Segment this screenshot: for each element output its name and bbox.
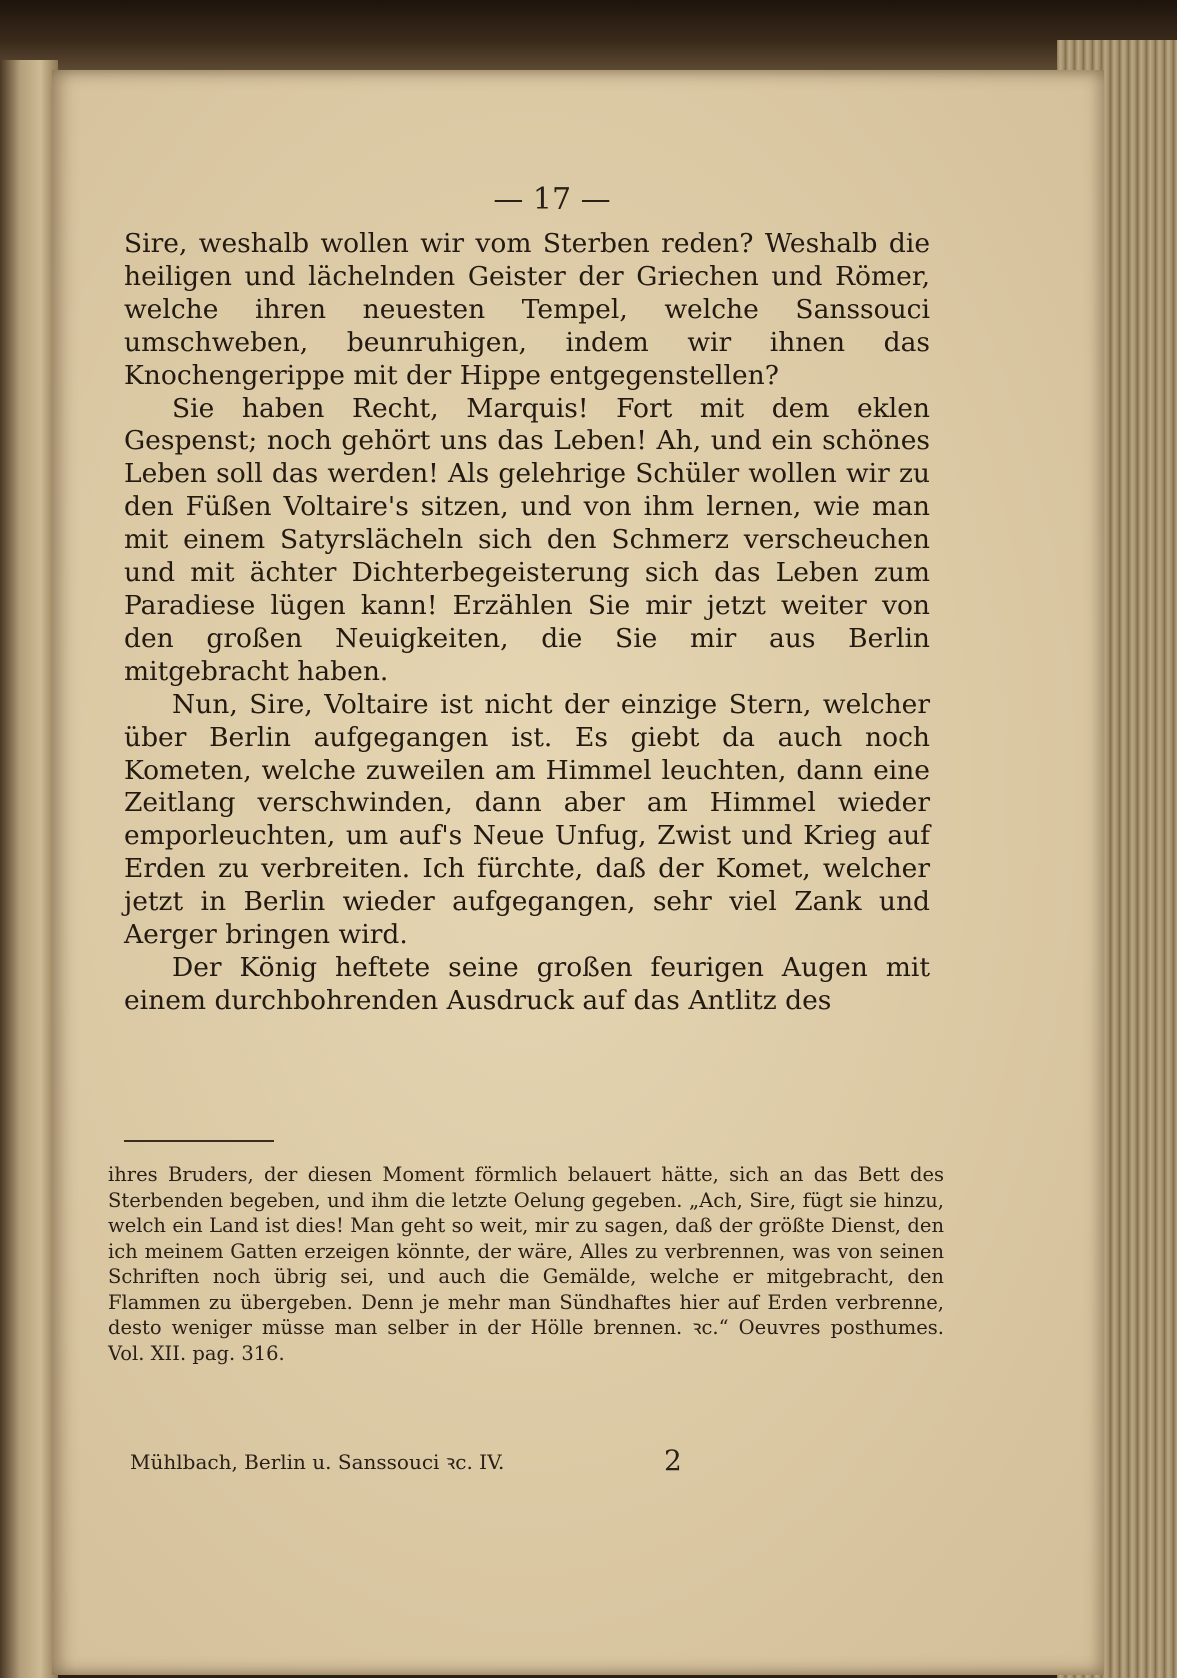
paragraph: Sire, weshalb wollen wir vom Sterben reden? Weshalb die heiligen und lächelnden Geister der Griechen und Römer, welche ihren neuesten Tempel, welche Sanssouci umschweben, beunruhigen, indem wir ihnen das Knochengerippe mit der Hippe entgegenstellen? — [124, 228, 930, 391]
paragraph: Der König heftete seine großen feurigen Augen mit einem durchbohrenden Ausdruck auf das Antlitz des — [124, 951, 930, 1016]
page-number: — 17 — — [493, 182, 611, 217]
footnote-divider — [124, 1140, 274, 1142]
book-page — [52, 70, 1104, 1675]
sheet-number: 2 — [664, 1444, 682, 1477]
signature-line: Mühlbach, Berlin u. Sanssouci ꝛc. IV. — [130, 1450, 505, 1474]
footnote: ihres Bruders, der diesen Moment förmlich belauert hätte, sich an das Bett des Sterbenden begeben, und ihm die letzte Oelung gegeben. „Ach, Sire, fügt sie hinzu, welch ein Land ist dies! Man geht so weit, mir zu sagen, daß der größte Dienst, den ich meinem Gatten erzeigen könnte, der wäre, Alles zu verbrennen, was von seinen Schriften noch übrig sei, und auch die Gemälde, welche er mitgebracht, den Flammen zu übergeben. Denn je mehr man Sündhaftes hier auf Erden verbrenne, desto weniger müsse man selber in der Hölle brennen. ꝛc.“ Oeuvres posthumes. Vol. XII. pag. 316. — [108, 1163, 944, 1365]
left-page-edge — [0, 60, 58, 1678]
paragraph: Sie haben Recht, Marquis! Fort mit dem eklen Gespenst; noch gehört uns das Leben! Ah, und ein schönes Leben soll das werden! Als gelehrige Schüler wollen wir zu den Füßen Voltaire's sitzen, und von ihm lernen, wie man mit einem Satyrslächeln sich den Schmerz verscheuchen und mit ächter Dichterbegeisterung sich das Leben zum Paradiese lügen kann! Erzählen Sie mir jetzt weiter von den großen Neuigkeiten, die Sie mir aus Berlin mitgebracht haben. — [124, 392, 930, 687]
book-top-edge — [0, 0, 1177, 70]
paragraph: Nun, Sire, Voltaire ist nicht der einzige Stern, welcher über Berlin aufgegangen ist. Es giebt da auch noch Kometen, welche zuweilen am Himmel leuchten, dann eine Zeitlang verschwinden, dann aber am Himmel wieder emporleuchten, um auf's Neue Unfug, Zwist und Krieg auf Erden zu verbreiten. Ich fürchte, daß der Komet, welcher jetzt in Berlin wieder aufgegangen, sehr viel Zank und Aerger bringen wird. — [124, 688, 930, 951]
body-text — [124, 228, 930, 1018]
